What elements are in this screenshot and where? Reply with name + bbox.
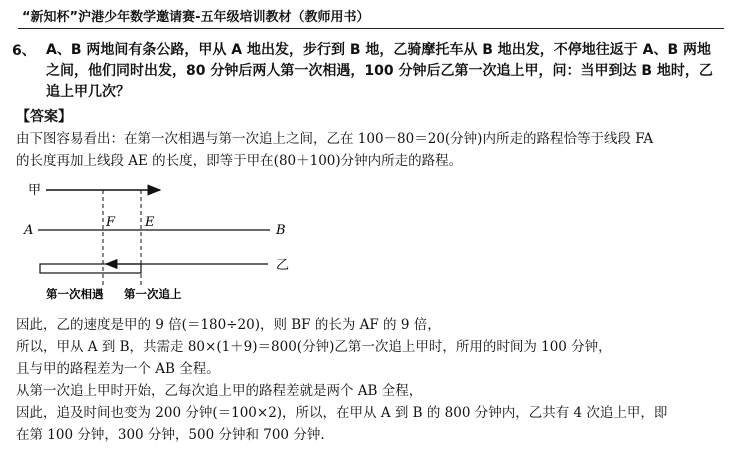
- caption-first-meet: 第一次相遇: [46, 287, 104, 301]
- motion-diagram: [20, 182, 310, 308]
- answer-line: 从第一次追上甲时开始，乙每次追上甲的路程差就是两个 AB 全程，: [16, 383, 423, 399]
- header-rule: [18, 28, 724, 29]
- yi-label: 乙: [276, 258, 290, 273]
- caption-first-catch: 第一次追上: [124, 287, 182, 301]
- yi-return-path: [40, 264, 141, 273]
- answer-label: 【答案】: [16, 109, 72, 125]
- answer-line: 所以，甲从 A 到 B，共需走 80×(1＋9)＝800(分钟)乙第一次追上甲时，所用的时间为 100 分钟，: [16, 339, 612, 355]
- problem-text: A、B 两地间有条公路，甲从 A 地出发，步行到 B 地，乙骑摩托车从 B 地出发，不停地往返于 A、B 两地之间，他们同时出发，80 分钟后两人第一次相遇，100 分钟后乙第一次追上甲，问：当甲到达 B 地时，乙追上甲几次？: [46, 42, 713, 100]
- answer-line: 在第 100 分钟，300 分钟，500 分钟和 700 分钟.: [16, 427, 325, 443]
- label-F: F: [106, 215, 116, 230]
- label-B: B: [276, 223, 286, 238]
- answer-intro-line: 的长度再加上线段 AE 的长度，即等于甲在(80＋100)分钟内所走的路程。: [16, 153, 463, 169]
- answer-intro: [16, 128, 716, 172]
- label-E: E: [145, 215, 155, 230]
- answer-body: [16, 314, 716, 446]
- problem-number: 6、: [12, 43, 36, 59]
- jia-label: 甲: [28, 183, 42, 198]
- answer-line: 且与甲的路程差为一个 AB 全程。: [16, 361, 220, 377]
- answer-line: 因此，追及时间也变为 200 分钟(＝100×2)，所以，在甲从 A 到 B 的 800 分钟内，乙共有 4 次追上甲，即: [16, 405, 668, 421]
- page-header: “新知杯”沪港少年数学邀请赛-五年级培训教材（教师用书）: [22, 10, 370, 25]
- answer-intro-line: 由下图容易看出：在第一次相遇与第一次追上之间，乙在 100－80＝20(分钟)内所走的路程恰等于线段 FA: [16, 131, 654, 147]
- answer-line: 因此，乙的速度是甲的 9 倍(＝180÷20)，则 BF 的长为 AF 的 9 倍，: [16, 317, 441, 333]
- label-A: A: [24, 223, 34, 238]
